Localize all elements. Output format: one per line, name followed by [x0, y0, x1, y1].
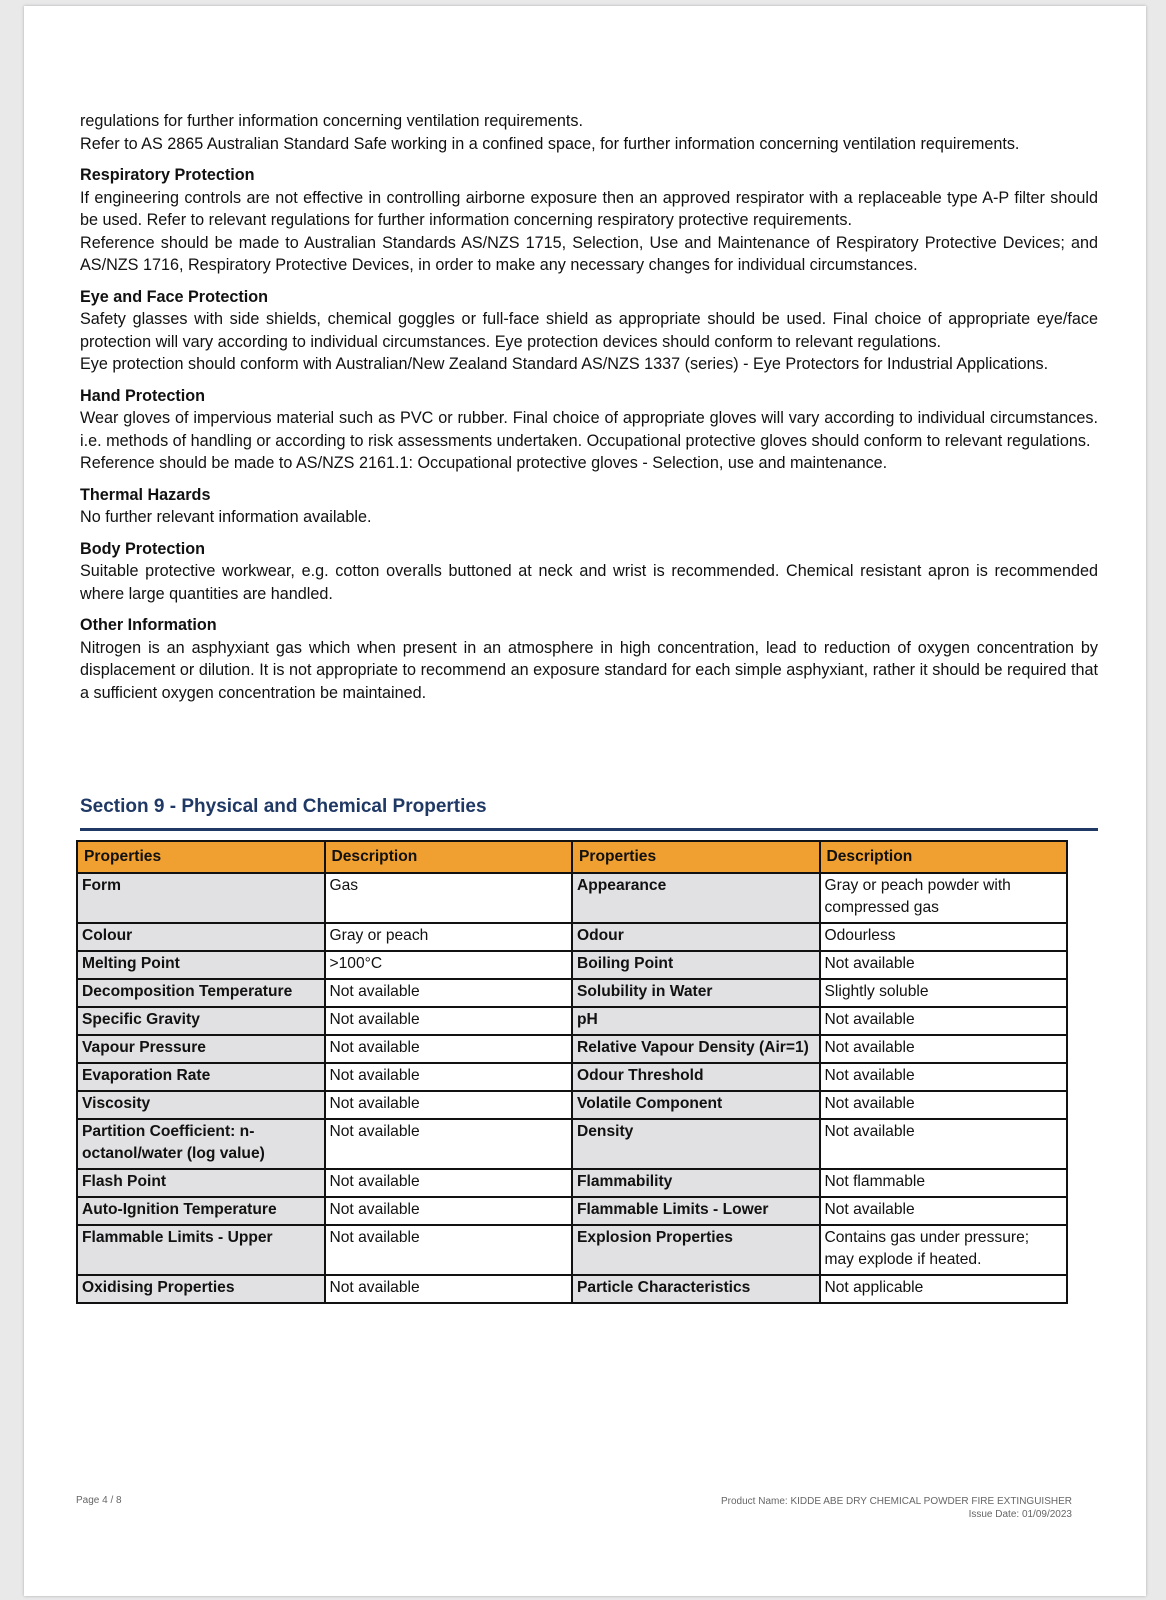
property-value-cell: Slightly soluble: [820, 979, 1068, 1007]
property-value-cell: Not available: [820, 1063, 1068, 1091]
property-value-cell: Gas: [325, 873, 573, 923]
other-information-body: Nitrogen is an asphyxiant gas which when present in an atmosphere in high concentration, lead to reduction of oxygen concentration by displacement or dilution. It is not appropriate to recommend an exposure standard for each simple asphyxiant, rather it should be required that a sufficient oxygen concentration be maintained.: [80, 638, 1098, 702]
hand-protection-heading: Hand Protection: [80, 386, 206, 405]
hand-protection-body: Wear gloves of impervious material such as PVC or rubber. Final choice of appropriate gloves will vary according to individual circumstances. i.e. methods of handling or according to risk assessments undertaken. Occupational protective gloves should conform to relevant regulations.: [80, 409, 1098, 450]
table-row: [77, 1225, 1067, 1275]
property-name-cell: Viscosity: [77, 1091, 325, 1119]
property-value-cell: Not available: [325, 1007, 573, 1035]
property-value-cell: Not available: [325, 1035, 573, 1063]
property-name-cell: Flammable Limits - Upper: [77, 1225, 325, 1275]
body-protection-body: Suitable protective workwear, e.g. cotton overalls buttoned at neck and wrist is recommended. Chemical resistant apron is recommended where large quantities are handled.: [80, 562, 1098, 603]
table-row: [77, 1063, 1067, 1091]
properties-table: [76, 840, 1068, 1304]
other-information-heading: Other Information: [80, 616, 217, 634]
property-value-cell: Not available: [325, 1197, 573, 1225]
eye-protection-body: Safety glasses with side shields, chemical goggles or full-face shield as appropriate should be used. Final choice of appropriate eye/face protection will vary according to individual circumstances. Eye protection devices should conform to relevant regulations.: [80, 310, 1098, 351]
respiratory-protection-body: If engineering controls are not effective in controlling airborne exposure then an approved respirator with a replaceable type A-P filter should be used. Refer to relevant regulations for further information concerning respiratory protective requirements.: [80, 188, 1098, 229]
property-value-cell: Not available: [325, 1169, 573, 1197]
body-protection-heading: Body Protection: [80, 539, 206, 558]
property-name-cell: Auto-Ignition Temperature: [77, 1197, 325, 1225]
other-information-block: [80, 614, 1098, 704]
property-name-cell: Density: [572, 1119, 820, 1169]
property-name-cell: Relative Vapour Density (Air=1): [572, 1035, 820, 1063]
property-name-cell: Specific Gravity: [77, 1007, 325, 1035]
eye-protection-block: [80, 286, 1098, 376]
property-name-cell: Flammability: [572, 1169, 820, 1197]
section-divider: [80, 828, 1098, 831]
property-name-cell: Decomposition Temperature: [77, 979, 325, 1007]
respiratory-protection-block: [80, 164, 1098, 277]
section-9-title: Section 9 - Physical and Chemical Properties: [80, 796, 487, 817]
property-name-cell: Volatile Component: [572, 1091, 820, 1119]
table-row: [77, 1007, 1067, 1035]
property-name-cell: Solubility in Water: [572, 979, 820, 1007]
eye-protection-heading: Eye and Face Protection: [80, 287, 269, 306]
ppe-text-content: [80, 110, 1098, 704]
table-header-row: [77, 841, 1067, 873]
table-row: [77, 923, 1067, 951]
table-row: [77, 1035, 1067, 1063]
property-name-cell: Appearance: [572, 873, 820, 923]
table-row: [77, 1169, 1067, 1197]
eye-protection-body-2: Eye protection should conform with Australian/New Zealand Standard AS/NZS 1337 (series) - Eye Protectors for Industrial Applications.: [80, 355, 1049, 373]
property-value-cell: Not available: [325, 1063, 573, 1091]
column-header: Properties: [572, 841, 820, 873]
properties-table-body: [77, 873, 1067, 1303]
property-value-cell: Not available: [325, 1275, 573, 1303]
property-value-cell: Not available: [820, 1197, 1068, 1225]
thermal-hazards-heading: Thermal Hazards: [80, 485, 211, 504]
document-page: [24, 6, 1146, 1596]
property-value-cell: Not available: [325, 1119, 573, 1169]
document-footer-info: [721, 1495, 1072, 1521]
column-header: Description: [820, 841, 1068, 873]
issue-date: Issue Date: 01/09/2023: [968, 1509, 1072, 1520]
property-value-cell: Odourless: [820, 923, 1068, 951]
table-row: [77, 1197, 1067, 1225]
page-number: Page 4 / 8: [76, 1495, 122, 1506]
product-name: Product Name: KIDDE ABE DRY CHEMICAL POWDER FIRE EXTINGUISHER: [720, 1496, 1072, 1507]
property-name-cell: Colour: [77, 923, 325, 951]
thermal-hazards-body: No further relevant information available.: [80, 508, 372, 526]
property-value-cell: Gray or peach: [325, 923, 573, 951]
property-value-cell: Not available: [325, 1091, 573, 1119]
property-value-cell: Not available: [325, 1225, 573, 1275]
property-value-cell: Not applicable: [820, 1275, 1068, 1303]
property-value-cell: Not available: [820, 1007, 1068, 1035]
property-value-cell: Not available: [325, 979, 573, 1007]
table-row: [77, 873, 1067, 923]
property-name-cell: Partition Coefficient: n-octanol/water (log value): [77, 1119, 325, 1169]
property-name-cell: Odour Threshold: [572, 1063, 820, 1091]
column-header: Description: [325, 841, 573, 873]
property-name-cell: Form: [77, 873, 325, 923]
ventilation-paragraph-2: Refer to AS 2865 Australian Standard Safe working in a confined space, for further information concerning ventilation requirements.: [80, 134, 1020, 153]
property-name-cell: Flammable Limits - Lower: [572, 1197, 820, 1225]
table-row: [77, 979, 1067, 1007]
property-name-cell: Particle Characteristics: [572, 1275, 820, 1303]
property-name-cell: Vapour Pressure: [77, 1035, 325, 1063]
property-value-cell: Not available: [820, 951, 1068, 979]
property-name-cell: pH: [572, 1007, 820, 1035]
property-name-cell: Odour: [572, 923, 820, 951]
property-value-cell: Gray or peach powder with compressed gas: [820, 873, 1068, 923]
property-name-cell: Evaporation Rate: [77, 1063, 325, 1091]
property-value-cell: Not flammable: [820, 1169, 1068, 1197]
property-value-cell: Contains gas under pressure; may explode if heated.: [820, 1225, 1068, 1275]
column-header: Properties: [77, 841, 325, 873]
thermal-hazards-block: [80, 484, 1098, 529]
respiratory-protection-heading: Respiratory Protection: [80, 166, 255, 184]
property-value-cell: Not available: [820, 1091, 1068, 1119]
property-name-cell: Oxidising Properties: [77, 1275, 325, 1303]
table-row: [77, 1091, 1067, 1119]
body-protection-block: [80, 538, 1098, 606]
respiratory-protection-body-2: Reference should be made to Australian Standards AS/NZS 1715, Selection, Use and Maintenance of Respiratory Protective Devices; and AS/NZS 1716, Respiratory Protective Devices, in order to make any necessary changes for individual circumstances.: [80, 233, 1098, 274]
property-value-cell: >100°C: [325, 951, 573, 979]
property-name-cell: Flash Point: [77, 1169, 325, 1197]
property-value-cell: Not available: [820, 1119, 1068, 1169]
property-value-cell: Not available: [820, 1035, 1068, 1063]
property-name-cell: Explosion Properties: [572, 1225, 820, 1275]
property-name-cell: Boiling Point: [572, 951, 820, 979]
table-row: [77, 1275, 1067, 1303]
table-row: [77, 951, 1067, 979]
ventilation-paragraph-1: regulations for further information concerning ventilation requirements.: [80, 112, 583, 130]
property-name-cell: Melting Point: [77, 951, 325, 979]
hand-protection-block: [80, 385, 1098, 475]
hand-protection-body-2: Reference should be made to AS/NZS 2161.1: Occupational protective gloves - Selection, use and maintenance.: [80, 454, 888, 472]
table-row: [77, 1119, 1067, 1169]
